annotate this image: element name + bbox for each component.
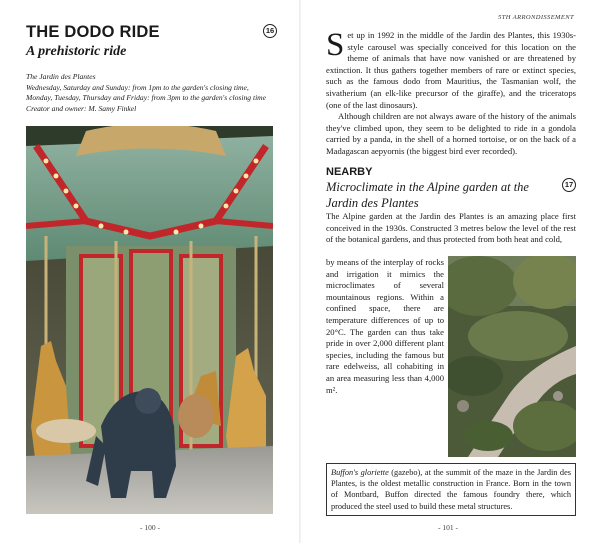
carousel-photo (26, 126, 273, 514)
running-head: 5TH ARRONDISSEMENT (498, 14, 574, 21)
page-subtitle: A prehistoric ride (26, 44, 127, 59)
practical-info (26, 72, 266, 114)
site-number-badge: 17 (562, 178, 576, 192)
buffon-gloriette-box (326, 463, 576, 516)
info-line: The Jardin des Plantes (26, 72, 96, 81)
info-line: Creator and owner: M. Samy Finkel (26, 103, 137, 113)
box-emphasis: Buffon's gloriette (331, 468, 389, 477)
info-line: Monday, Tuesday, Thursday and Friday: from 3pm to the garden's closing time (26, 93, 267, 103)
site-number-badge: 16 (263, 24, 277, 38)
intro-paragraph: et up in 1992 in the middle of the Jardin des Plantes, this 1930s-style carousel was specially conceived for this location on the theme of animals that have now vanished or are threatened by extinction. It thus gathers together members of rare or extinct species, such as the famous dodo from Mauritius, the Tasmanian wolf, the sivatherium (an elk-like precursor of the giraffe), and the triceratops (one of the last dinosaurs). (326, 30, 576, 110)
box-text: (gazebo), at the summit of the maze in the Jardin des Plantes, is the oldest metallic construction in France. Born in the town of Montbard, Buffon directed the famous foundry there, which produced the steel used to build these metal structures. (331, 468, 571, 511)
nearby-title: Microclimate in the Alpine garden at the Jardin des Plantes (326, 180, 529, 210)
second-paragraph: Although children are not always aware of the history of the animals they've climbed upon, they seem to be delighted to ride in a gondola carried by a panda, in the shell of a horned tortoise, or on the back of a Madagascan aepyornis (the biggest bird ever recorded). (326, 111, 576, 156)
page-number: - 101 - (438, 523, 458, 532)
nearby-label: NEARBY (326, 166, 373, 178)
alpine-garden-photo (448, 256, 576, 457)
page-title: THE DODO RIDE (26, 23, 160, 41)
nearby-paragraph-full: The Alpine garden at the Jardin des Plantes is an amazing place first conceived in the 1930s. Constructed 3 metres below the level of the rest of the botanical gardens, and thus protected from both heat and cold, (326, 211, 576, 245)
nearby-paragraph-wrap: by means of the interplay of rocks and irrigation it mimics the microclimates of several mountainous regions. Within a confined space, there are temperature differences of up to 20°C. The garden can thus take pride in over 2,000 different plant species, including the famous but rare edelweiss, all cohabiting in an area measuring less than 4,000 m². (326, 257, 444, 395)
info-line: Wednesday, Saturday and Sunday: from 1pm to the garden's closing time, (26, 82, 249, 92)
intro-text (326, 27, 576, 158)
drop-cap: S (326, 27, 345, 63)
page-number: - 100 - (140, 523, 160, 532)
